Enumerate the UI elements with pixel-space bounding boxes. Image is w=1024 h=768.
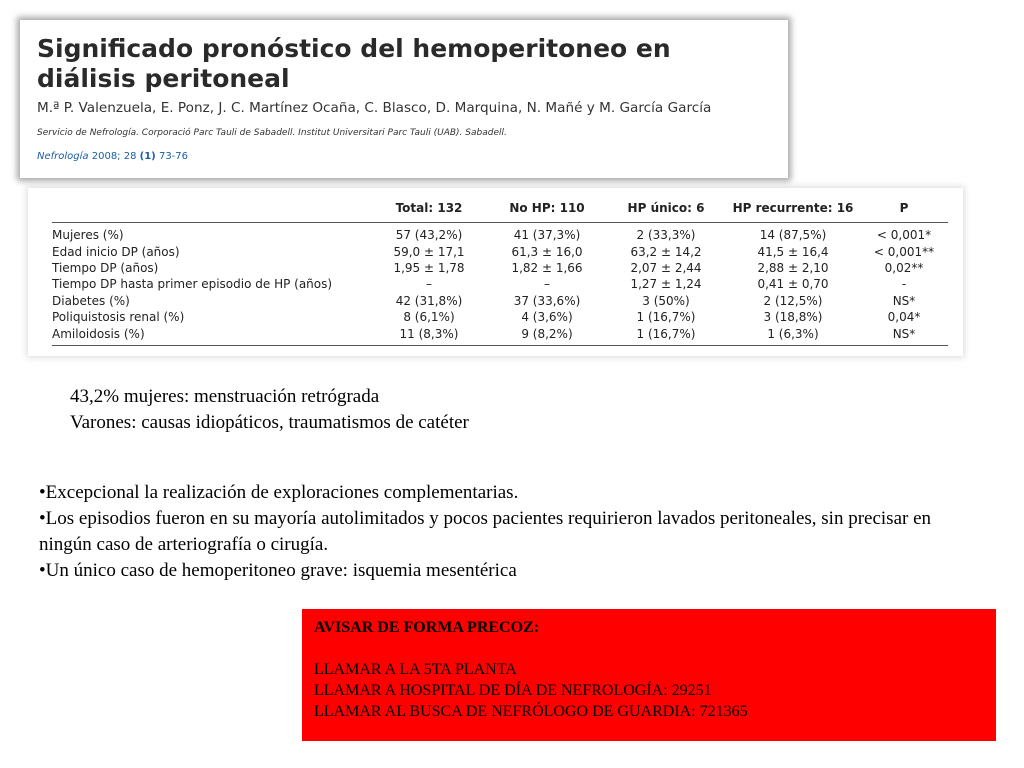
table-row — [52, 309, 948, 325]
finding-item: •Los episodios fueron en su mayoría autolimitados y pocos pacientes requirieron lavados peritoneales, sin precisar en ningún caso de arteriografía o cirugía. — [39, 508, 932, 555]
table-cell: 41,5 ± 16,4 — [757, 244, 829, 259]
citation-year-volume: 2008; 28 — [91, 151, 137, 162]
table-cell: 3 (18,8%) — [763, 310, 823, 325]
findings-list — [39, 480, 984, 584]
table-row — [52, 260, 948, 276]
table-body — [52, 223, 948, 346]
table-cell: 1 (16,7%) — [636, 310, 696, 325]
table-cell: 1,95 ± 1,78 — [393, 260, 465, 275]
article-affiliation: Servicio de Nefrología. Corporació Parc Tauli de Sabadell. Institut Universitari Parc Tauli (UAB). Sabadell. — [37, 128, 507, 138]
table-row — [52, 325, 948, 345]
table-cell: 61,3 ± 16,0 — [511, 244, 583, 259]
table-cell: 2 (12,5%) — [763, 293, 823, 308]
table-cell: 59,0 ± 17,1 — [393, 244, 465, 259]
table-cell: Tiempo DP (años) — [52, 260, 159, 275]
table-cell: 2,88 ± 2,10 — [757, 260, 829, 275]
table-cell: 37 (33,6%) — [513, 293, 581, 308]
men-note: Varones: causas idiopáticos, traumatismos de catéter — [70, 412, 469, 433]
table-cell: NS* — [892, 293, 916, 308]
table-cell: Amiloidosis (%) — [52, 325, 370, 345]
table-cell: 0,04* — [887, 310, 921, 325]
table-header-row — [52, 194, 948, 223]
table-header-cell: P — [860, 194, 948, 223]
table-cell: – — [544, 277, 550, 292]
table-cell: 11 (8,3%) — [370, 325, 488, 345]
alert-line: LLAMAR A HOSPITAL DE DÍA DE NEFROLOGÍA: 29251 — [314, 682, 712, 699]
table-row — [52, 223, 948, 244]
table-cell: 63,2 ± 14,2 — [630, 244, 702, 259]
article-citation — [37, 151, 188, 162]
table-cell: 14 (87,5%) — [759, 228, 827, 243]
article-title: Significado pronóstico del hemoperitoneo en diálisis peritoneal — [37, 34, 671, 93]
table-cell: – — [426, 277, 432, 292]
article-authors: M.ª P. Valenzuela, E. Ponz, J. C. Martínez Ocaña, C. Blasco, D. Marquina, N. Mañé y M. García García — [37, 100, 712, 116]
table-cell: 1 (6,3%) — [726, 325, 860, 345]
table-cell: 42 (31,8%) — [395, 293, 463, 308]
table-cell: 3 (50%) — [642, 293, 690, 308]
table-cell: 1,27 ± 1,24 — [630, 277, 702, 292]
table-cell: Tiempo DP hasta primer episodio de HP (años) — [52, 277, 333, 292]
table-header-cell: HP recurrente: 16 — [726, 194, 860, 223]
table-cell: 8 (6,1%) — [403, 310, 455, 325]
article-header-card — [20, 20, 788, 178]
table-cell: < 0,001* — [876, 228, 932, 243]
citation-journal: Nefrología — [37, 151, 89, 162]
finding-item: •Excepcional la realización de exploraciones complementarias. — [39, 482, 519, 503]
table-cell: 41 (37,3%) — [513, 228, 581, 243]
table-header-cell: No HP: 110 — [488, 194, 606, 223]
table-cell: Diabetes (%) — [52, 293, 130, 308]
data-table-panel — [28, 188, 963, 356]
alert-box — [302, 609, 996, 741]
table-cell: 0,41 ± 0,70 — [757, 277, 829, 292]
alert-title: AVISAR DE FORMA PRECOZ: — [314, 619, 540, 636]
table-cell: 57 (43,2%) — [395, 228, 463, 243]
table-header-cell: Total: 132 — [370, 194, 488, 223]
citation-issue: (1) — [139, 151, 156, 162]
table-row — [52, 243, 948, 259]
table-header-cell: HP único: 6 — [606, 194, 726, 223]
table-cell: 2 (33,3%) — [636, 228, 696, 243]
data-table — [52, 194, 948, 346]
sex-notes — [70, 384, 770, 436]
table-cell: 0,02** — [884, 260, 924, 275]
finding-item: •Un único caso de hemoperitoneo grave: isquemia mesentérica — [39, 560, 517, 581]
table-cell: Mujeres (%) — [52, 228, 124, 243]
table-cell: Poliquistosis renal (%) — [52, 310, 185, 325]
table-cell: 1,82 ± 1,66 — [511, 260, 583, 275]
table-cell: 4 (3,6%) — [521, 310, 573, 325]
table-cell: - — [901, 277, 907, 292]
table-row — [52, 293, 948, 309]
alert-line: LLAMAR AL BUSCA DE NEFRÓLOGO DE GUARDIA: 721365 — [314, 703, 748, 720]
table-row — [52, 276, 948, 292]
table-cell: Edad inicio DP (años) — [52, 244, 180, 259]
alert-line: LLAMAR A LA 5TA PLANTA — [314, 661, 517, 678]
table-cell: < 0,001** — [873, 244, 935, 259]
table-cell: 9 (8,2%) — [488, 325, 606, 345]
table-cell: NS* — [860, 325, 948, 345]
table-header-cell — [52, 194, 370, 223]
table-cell: 1 (16,7%) — [606, 325, 726, 345]
citation-pages: 73-76 — [158, 151, 189, 162]
table-cell: 2,07 ± 2,44 — [630, 260, 702, 275]
women-note: 43,2% mujeres: menstruación retrógrada — [70, 386, 380, 407]
